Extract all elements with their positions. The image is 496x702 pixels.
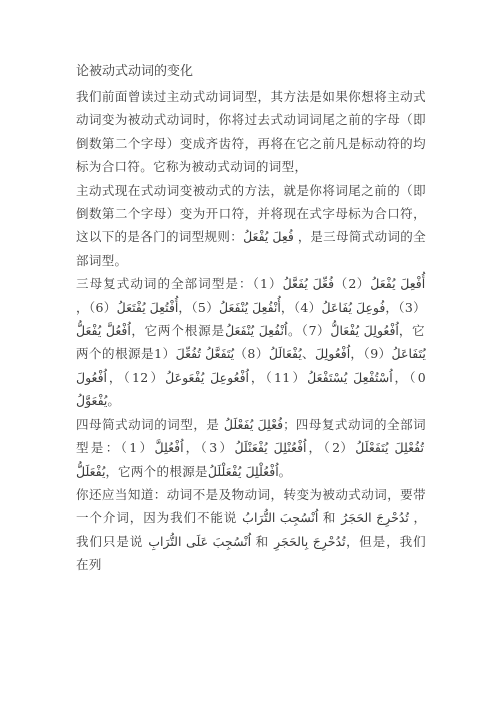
document-title: 论被动式动词的变化 [76,64,194,79]
paragraph-quadriliteral: 四母简式动词的词型，是 فُعْلِلَ يُفَعْلَلُ；四母复式动词的全部词型是：（1）تُفُعْلِلَ يُتَفَعْلَلُ（2），اُفْعُنْلِلَ يُفْعَنْلَلُ（3），اُفْعُلِلَّ يُفْعَلَلُّ，它两个的根源是اُفْعُلْلِلَ يُفْعَلْلَلُ。 [76,416,426,479]
paragraph-passive-past: 我们前面曾读过主动式动词词型，其方法是如果你想将主动式动词变为被动式动词时，你将过去式动词词尾之前的字母（即倒数第二个字母）变成齐齿符，再将在它之前凡是标动符的均标为合口符。它称为被动式动词的词型， [76,89,426,175]
paragraph-passive-present: 主动式现在式动词变被动式的方法，就是你将词尾之前的（即倒数第二个字母）变为开口符，并将现在式字母标为合口符，这以下的是各门的词型规则：فُعِلَ يُفْعَلُ ，是三母简式动词的全部词型。 [76,182,426,268]
paragraph-triliteral-augmented: 三母复式动词的全部词型是：（1）أُفْعِلَ يُفْعَلُ（2）فُعِّلَ يُفَعَّلُ（3），فُوعِلَ يُفَاعَلُ（4），أُنْفُعِلَ يُنْفَعَلُ（5），أُفْتُعِلَ يُفْتَعَلُ（6），اُفْعُلَّ يُفْعَلُّ，它两个根源是اُفْعُولِلَ يُفْعَالُّ（7）。اُنْفُعِلَ يُنْفَعَلُ，它两个的根源是يُتَفَاعَلُ（9），اُفْعُولِلَ、يُفْعَالَلُ（8）يُتَفَعَّلُ تُفُعِّلَ（10），اُسْتُفْعِلَ يُسْتَفْعَلُ（11），اُفْعُوعِلَ يُفْعَوعَلُ（12），اُفْعُولَ يُفْعَوَّلُ。 [76,276,427,409]
paragraph-intransitive-note: 你还应当知道：动词不是及物动词，转变为被动式动词，要带一个介词，因为我们不能说 اُنْسُجِبَ التُّرَابُ 和 تُدُحْرِجَ الحَجَرُ ，我们只是说 اُنْسُجِبَ عَلَى التُّرَابِ 和 تُدُحْرِجَ بِالحَجَرِ，但是，我们在列 [76,486,426,573]
